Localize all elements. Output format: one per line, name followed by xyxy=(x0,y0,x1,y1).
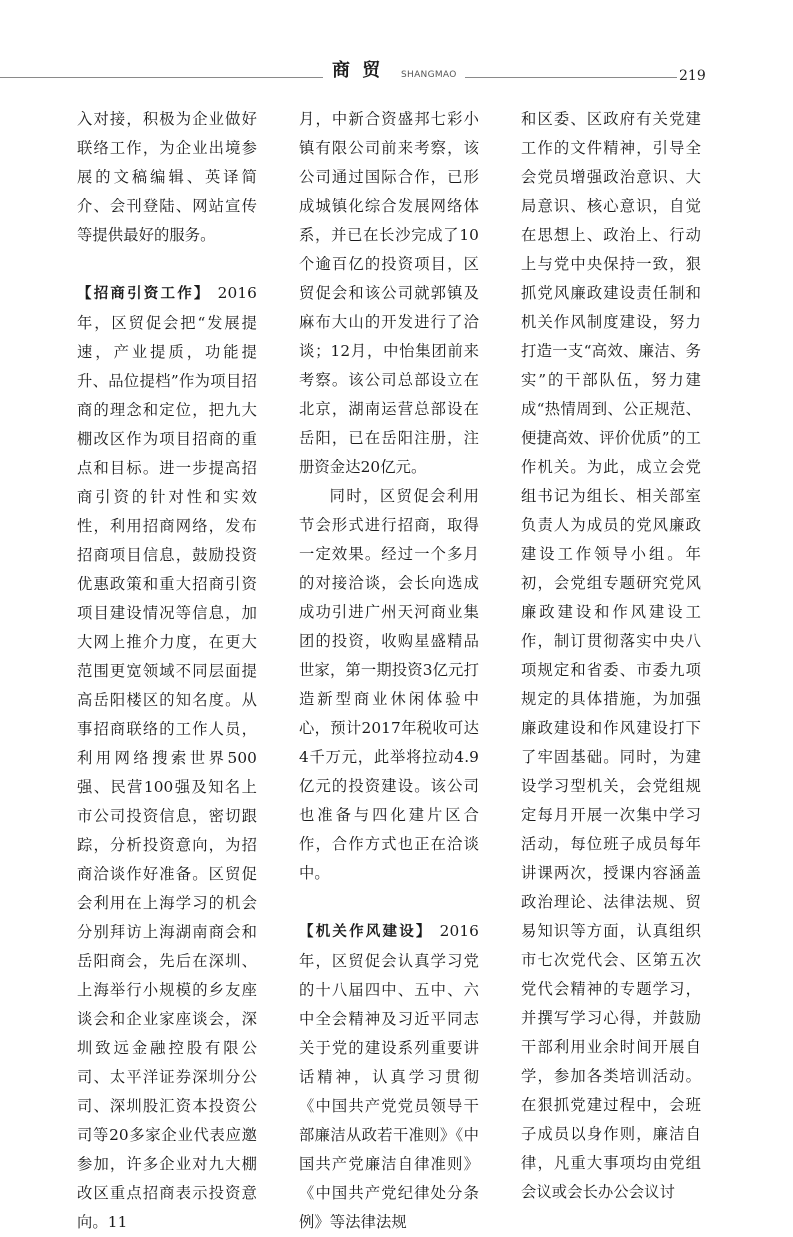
section-heading-investment: 【招商引资工作】 xyxy=(77,286,211,302)
paragraph: 入对接，积极为企业做好联络工作，为企业出境参展的文稿编辑、英译简介、会刊登陆、网站宣传等提供最好的服务。 xyxy=(77,110,257,244)
paragraph xyxy=(77,279,257,1237)
page-header xyxy=(0,0,793,100)
paragraph-text: 2016年，区贸促会把“发展提速，产业提质，功能提升、品位提档”作为项目招商的理念和定位，把九大棚改区作为项目招商的重点和目标。进一步提高招商引资的针对性和实效性，利用招商网络，发布招商项目信息，鼓励投资优惠政策和重大招商引资项目建设情况等信息，加大网上推介力度，在更大范围更宽领域不同层面提高岳阳楼区的知名度。从事招商联络的工作人员，利用网络搜索世界500强、民营100强及知名上市公司投资信息，密切跟踪，分析投资意向，为招商洽谈作好准备。区贸促会利用在上海学习的机会分别拜访上海湖南商会和岳阳商会，先后在深圳、上海举行小规模的乡友座谈会和企业家座谈会，深圳致远金融控股有限公司、太平洋证券深圳分公司、深圳股汇资本投资公司等20多家企业代表应邀参加，许多企业对九大棚改区重点招商表示投资意向。11 xyxy=(77,284,257,1231)
text-column-3 xyxy=(521,105,701,1207)
header-rule-right xyxy=(465,77,677,78)
section-subtitle: SHANGMAO xyxy=(401,70,457,80)
page-number: 219 xyxy=(679,68,706,84)
paragraph-gap xyxy=(77,250,257,279)
section-heading-work-style: 【机关作风建设】 xyxy=(299,924,433,940)
paragraph: 和区委、区政府有关党建工作的文件精神，引导全会党员增强政治意识、大局意识、核心意识，自觉在思想上、政治上、行动上与党中央保持一致，狠抓党风廉政建设责任制和机关作风制度建设，努力打造一支“高效、廉洁、务实”的干部队伍，努力建成“热情周到、公正规范、便捷高效、评价优质”的工作机关。为此，成立会党组书记为组长、相关部室负责人为成员的党风廉政建设工作领导小组。年初，会党组专题研究党风廉政建设和作风建设工作，制订贯彻落实中央八项规定和省委、市委九项规定的具体措施，为加强廉政建设和作风建设打下了牢固基础。同时，为建设学习型机关，会党组规定每月开展一次集中学习活动，每位班子成员每年讲课两次，授课内容涵盖政治理论、法律法规、贸易知识等方面，认真组织市七次党代会、区第五次党代会精神的专题学习，并撰写学习心得，并鼓励干部利用业余时间开展自学，参加各类培训活动。在狠抓党建过程中，会班子成员以身作则，廉洁自律，凡重大事项均由党组会议或会长办公会议讨 xyxy=(521,110,701,1201)
paragraph: 月，中新合资盛邦七彩小镇有限公司前来考察，该公司通过国际合作，已形成城镇化综合发展网络体系，并已在长沙完成了10个逾百亿的投资项目，区贸促会和该公司就郭镇及麻布大山的开发进行了洽谈；12月，中怡集团前来考察。该公司总部设立在北京，湖南运营总部设在岳阳，已在岳阳注册，注册资金达20亿元。 xyxy=(299,110,479,476)
text-column-1 xyxy=(77,105,257,1237)
paragraph-gap xyxy=(299,888,479,917)
text-column-2 xyxy=(299,105,479,1237)
paragraph-text: 2016年，区贸促会认真学习党的十八届四中、五中、六中全会精神及习近平同志关于党的建设系列重要讲话精神，认真学习贯彻《中国共产党党员领导干部廉洁从政若干准则》《中国共产党廉洁自律准则》《中国共产党纪律处分条例》等法律法规 xyxy=(299,922,479,1231)
header-rule-left xyxy=(0,77,323,78)
section-title: 商 贸 xyxy=(332,60,384,81)
paragraph xyxy=(299,917,479,1237)
paragraph: 同时，区贸促会利用节会形式进行招商，取得一定效果。经过一个多月的对接洽谈，会长向选成成功引进广州天河商业集团的投资，收购星盛精品世家，第一期投资3亿元打造新型商业休闲体验中心，预计2017年税收可达4千万元，此举将拉动4.9亿元的投资建设。该公司也准备与四化建片区合作，合作方式也正在洽谈中。 xyxy=(299,487,479,882)
